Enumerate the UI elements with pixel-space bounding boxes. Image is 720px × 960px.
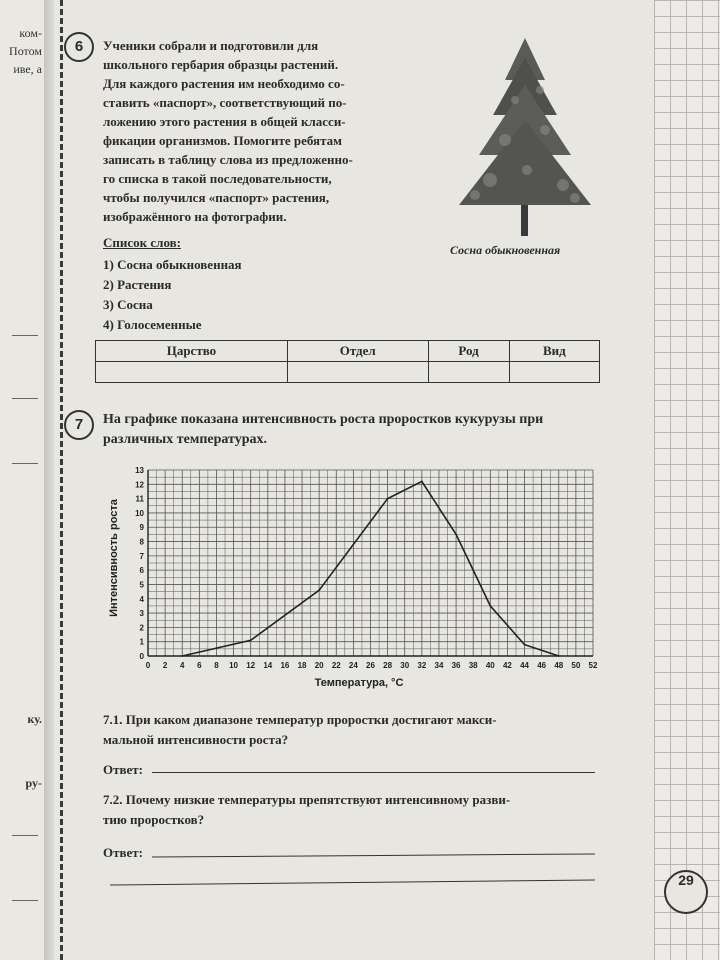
left-page-edge [0, 0, 44, 960]
question-7-1: 7.1. При каком диапазоне температур проростки достигают макси- мальной интенсивности роста? [103, 712, 497, 747]
list-item: 3) Сосна [103, 297, 153, 312]
x-tick-label: 30 [400, 661, 410, 670]
y-tick-label: 4 [139, 594, 144, 604]
table-header-division: Отдел [287, 341, 428, 362]
data-point [387, 498, 389, 500]
x-tick-label: 44 [520, 661, 529, 670]
left-margin-line [12, 335, 38, 336]
x-tick-label: 32 [417, 661, 427, 670]
x-tick-label: 50 [571, 661, 581, 670]
question-7-2: 7.2. Почему низкие температуры препятствуют интенсивному разви- тию проростков? [103, 792, 511, 827]
data-point [250, 639, 252, 641]
x-tick-label: 18 [297, 661, 307, 670]
y-tick-label: 0 [139, 652, 144, 661]
answer-label: Ответ: [103, 762, 144, 777]
task6-text: Ученики собрали и подготовили для школьного гербария образцы растений. Для каждого растения им необходимо со- ставить «паспорт», соответствующий по- ложению этого растения в общей класси- фикации организмов. Помогите ребятам записать в таблицу слова из предложенно- го списка в такой последовательности, чтобы получился «паспорт» растения, изображённого на фотографии. [103, 38, 353, 224]
answer-label: Ответ: [103, 845, 144, 860]
y-tick-label: 2 [139, 623, 144, 633]
answer-line[interactable] [152, 772, 595, 773]
y-tick-label: 7 [139, 551, 144, 561]
list-item: 4) Голосеменные [103, 317, 202, 332]
x-tick-label: 2 [162, 661, 168, 670]
x-tick-label: 42 [502, 661, 512, 670]
x-tick-label: 48 [554, 661, 564, 670]
table-cell-empty[interactable] [287, 362, 428, 383]
table-header-kingdom: Царство [96, 341, 288, 362]
x-tick-label: 40 [485, 661, 495, 670]
y-tick-label: 3 [139, 609, 144, 619]
y-tick-label: 10 [135, 508, 144, 518]
x-tick-label: 12 [246, 661, 256, 670]
x-tick-label: 14 [263, 661, 273, 670]
wordlist-title: Список слов: [103, 235, 181, 250]
table-cell-empty[interactable] [428, 362, 509, 383]
data-point [489, 605, 491, 607]
pine-tree-photo [445, 30, 605, 240]
data-point [558, 655, 560, 657]
table-cell-empty[interactable] [96, 362, 288, 383]
table-header-species: Вид [509, 341, 599, 362]
table-header-genus: Род [428, 341, 509, 362]
left-margin-text: ком- [19, 26, 42, 40]
list-item: 1) Сосна обыкновенная [103, 257, 242, 272]
growth-chart [100, 462, 600, 694]
left-margin-line [12, 398, 38, 399]
y-tick-label: 8 [139, 537, 144, 547]
list-item: 2) Растения [103, 277, 172, 292]
data-point [524, 644, 526, 646]
x-tick-label: 28 [383, 661, 393, 670]
left-margin-line [12, 835, 38, 836]
data-point [318, 589, 320, 591]
x-tick-label: 46 [537, 661, 547, 670]
left-margin-line [12, 900, 38, 901]
x-tick-label: 6 [197, 661, 202, 670]
y-tick-label: 6 [139, 566, 144, 576]
x-tick-label: 16 [280, 661, 290, 670]
y-axis-label: Интенсивность роста [108, 499, 120, 617]
book-gutter [44, 0, 54, 960]
graph-paper-edge [654, 0, 720, 960]
passport-table [95, 340, 600, 383]
task7-text: На графике показана интенсивность роста проростков кукурузы при различных температурах. [103, 412, 544, 447]
y-tick-label: 1 [139, 637, 144, 647]
x-tick-label: 20 [314, 661, 324, 670]
y-tick-label: 11 [135, 494, 144, 504]
left-margin-line [12, 463, 38, 464]
task-number-6: 6 [64, 32, 94, 62]
x-axis-label: Температура, °С [314, 677, 404, 689]
left-margin-text: иве, а [13, 62, 42, 76]
x-tick-label: 36 [451, 661, 461, 670]
x-tick-label: 22 [331, 661, 341, 670]
task-number-7: 7 [64, 410, 94, 440]
x-tick-label: 10 [229, 661, 239, 670]
x-tick-label: 0 [145, 661, 151, 670]
word-list [103, 255, 242, 335]
x-tick-label: 4 [180, 661, 185, 670]
x-tick-label: 52 [588, 661, 598, 670]
table-cell-empty[interactable] [509, 362, 599, 383]
left-margin-text: ру- [25, 776, 42, 790]
page-number: 29 [664, 870, 708, 914]
left-margin-text: ку. [27, 712, 42, 726]
left-margin-text: Потом [9, 44, 42, 58]
y-tick-label: 9 [139, 523, 144, 533]
y-tick-label: 12 [135, 480, 144, 490]
data-point [455, 533, 457, 535]
x-tick-label: 26 [366, 661, 375, 670]
y-tick-label: 13 [135, 466, 144, 475]
x-tick-label: 38 [468, 661, 478, 670]
x-tick-label: 8 [214, 661, 219, 670]
cut-line [60, 0, 63, 960]
x-tick-label: 34 [434, 661, 444, 670]
y-tick-label: 5 [139, 580, 144, 590]
data-point [181, 655, 183, 657]
photo-caption: Сосна обыкновенная [450, 243, 561, 257]
x-tick-label: 24 [348, 661, 358, 670]
data-point [421, 481, 423, 483]
